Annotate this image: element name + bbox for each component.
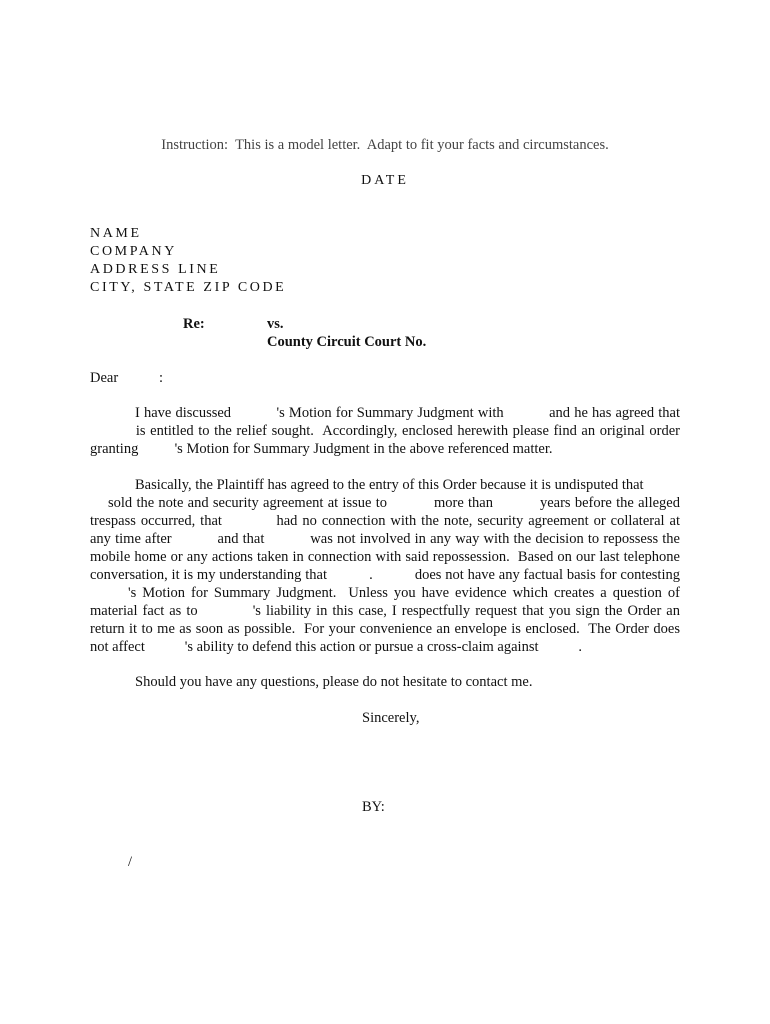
instruction-text: Instruction: This is a model letter. Adapt to fit your facts and circumstances. bbox=[161, 137, 609, 153]
paragraph1-line3: granting 's Motion for Summary Judgment in the above referenced matter. bbox=[90, 441, 553, 457]
re-court: County Circuit Court No. bbox=[267, 334, 427, 350]
signature-by: BY: bbox=[362, 799, 385, 815]
salutation-colon: : bbox=[159, 370, 164, 386]
paragraph2-line4: any time after and that was not involved in any way with the decision to repossess the bbox=[90, 531, 680, 547]
sincerely: Sincerely, bbox=[362, 710, 420, 726]
signature-slash: / bbox=[128, 854, 133, 870]
paragraph1-line1: I have discussed 's Motion for Summary Judgment with and he has agreed that bbox=[135, 405, 680, 421]
paragraph2-line6: conversation, it is my understanding that . does not have any factual basis for contesting bbox=[90, 567, 680, 583]
paragraph2-line2: sold the note and security agreement at issue to more than years before the alleged bbox=[108, 495, 680, 511]
recipient-city-state-zip: CITY, STATE ZIP CODE bbox=[90, 280, 287, 295]
paragraph2-line7: 's Motion for Summary Judgment. Unless you have evidence which creates a question of bbox=[128, 585, 680, 601]
paragraph2-line10: not affect 's ability to defend this action or pursue a cross-claim against . bbox=[90, 639, 583, 655]
paragraph2-line1: Basically, the Plaintiff has agreed to the entry of this Order because it is undisputed that bbox=[135, 477, 644, 493]
paragraph2-line9: return it to me as soon as possible. For your convenience an envelope is enclosed. The Order does bbox=[90, 621, 680, 637]
re-label: Re: bbox=[183, 316, 205, 332]
paragraph1-line2: is entitled to the relief sought. Accordingly, enclosed herewith please find an original order bbox=[90, 423, 680, 439]
paragraph2-line5: mobile home or any actions taken in connection with said repossession. Based on our last telephone bbox=[90, 549, 680, 565]
recipient-company: COMPANY bbox=[90, 244, 177, 259]
re-vs: vs. bbox=[267, 316, 284, 332]
date-placeholder: DATE bbox=[361, 173, 409, 188]
closing-question: Should you have any questions, please do not hesitate to contact me. bbox=[135, 674, 533, 690]
salutation-dear: Dear bbox=[90, 370, 119, 386]
paragraph2-line8: material fact as to 's liability in this case, I respectfully request that you sign the Order an bbox=[90, 603, 680, 619]
recipient-address-line: ADDRESS LINE bbox=[90, 262, 221, 277]
recipient-name: NAME bbox=[90, 226, 142, 241]
paragraph2-line3: trespass occurred, that had no connection with the note, security agreement or collateral at bbox=[90, 513, 680, 529]
